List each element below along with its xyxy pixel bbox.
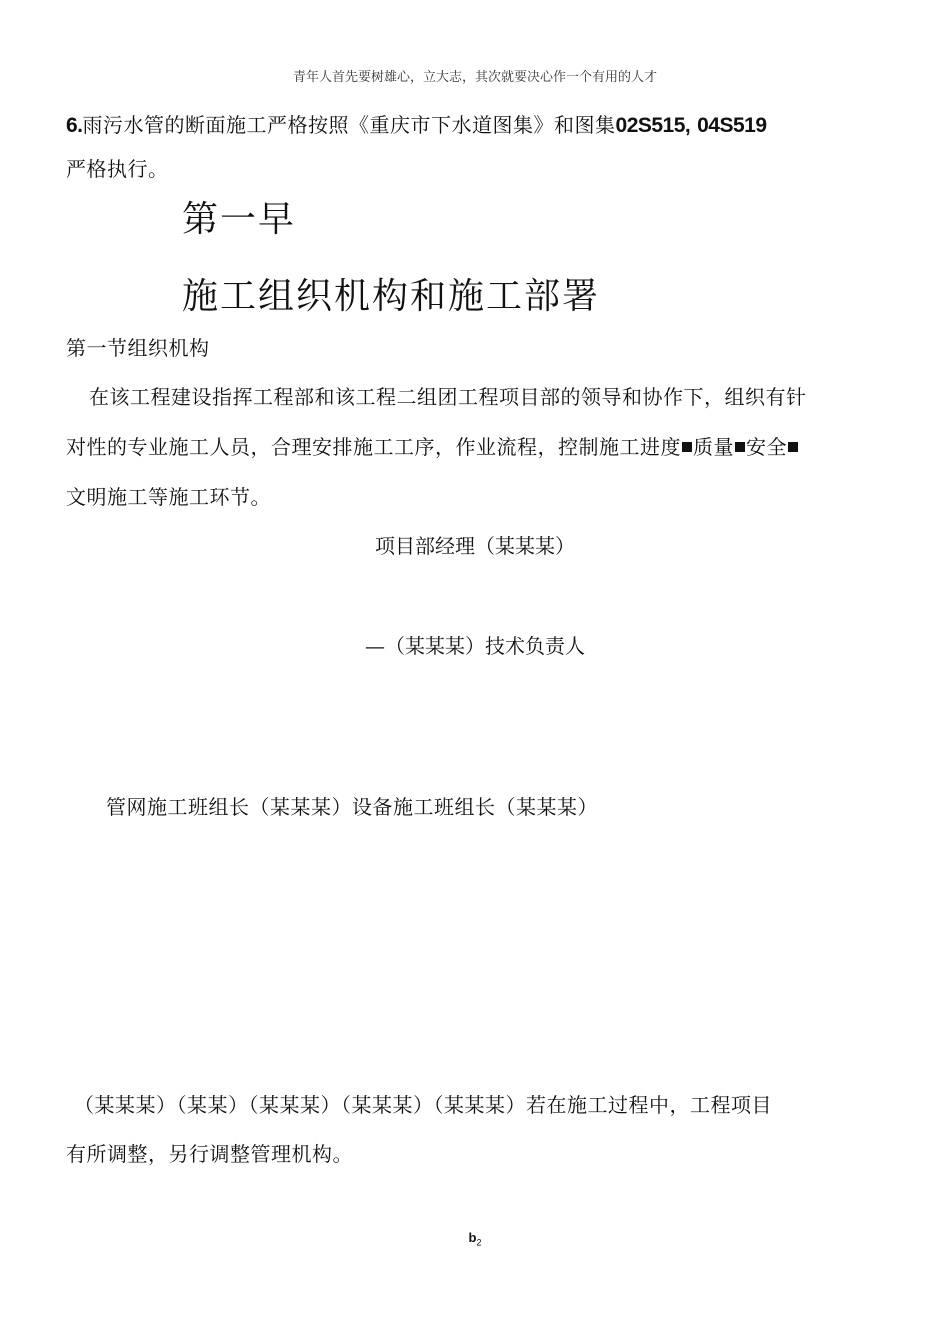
safety-label: 安全	[746, 435, 787, 459]
square-bullet	[682, 442, 692, 452]
paragraph-line-3: 文明施工等施工环节。	[66, 485, 271, 509]
chapter-title: 施工组织机构和施工部署	[182, 276, 601, 317]
page-number-main: b	[468, 1230, 477, 1245]
drawing-code-04s519: 04S519	[697, 114, 767, 137]
square-bullet	[788, 442, 798, 452]
item-6-line-1	[66, 109, 767, 138]
item-6-text: 雨污水管的断面施工严格按照《重庆市下水道图集》和图集	[82, 113, 616, 137]
code-separator: ,	[684, 114, 691, 137]
section-title: 第一节组织机构	[66, 336, 210, 360]
paragraph-line-2	[66, 431, 799, 460]
square-bullet	[735, 442, 745, 452]
paragraph-line-2-text: 对性的专业施工人员，合理安排施工工序，作业流程，控制施工进度	[66, 435, 681, 459]
closing-line-2: 有所调整，另行调整管理机构。	[66, 1142, 353, 1166]
item-6-line-2: 严格执行。	[66, 157, 169, 181]
org-team-leaders: 管网施工班组长（某某某）设备施工班组长（某某某）	[106, 795, 598, 819]
page-number-sub: 2	[476, 1237, 482, 1248]
page-number	[0, 1230, 950, 1248]
drawing-code-02s515: 02S515	[615, 114, 685, 137]
chapter-number: 第一早	[182, 199, 297, 240]
quality-label: 质量	[693, 435, 734, 459]
item-6-number: 6.	[66, 114, 83, 137]
paragraph-line-1: 在该工程建设指挥工程部和该工程二组团工程项目部的领导和协作下，组织有针	[89, 385, 807, 409]
org-project-manager: 项目部经理（某某某）	[375, 534, 575, 558]
closing-line-1: （某某某）（某某）（某某某）（某某某）（某某某）若在施工过程中，工程项目	[74, 1093, 772, 1117]
org-technical-lead: —（某某某）技术负责人	[365, 634, 585, 658]
page-header-motto: 青年人首先要树雄心，立大志，其次就要决心作一个有用的人才	[292, 70, 657, 85]
